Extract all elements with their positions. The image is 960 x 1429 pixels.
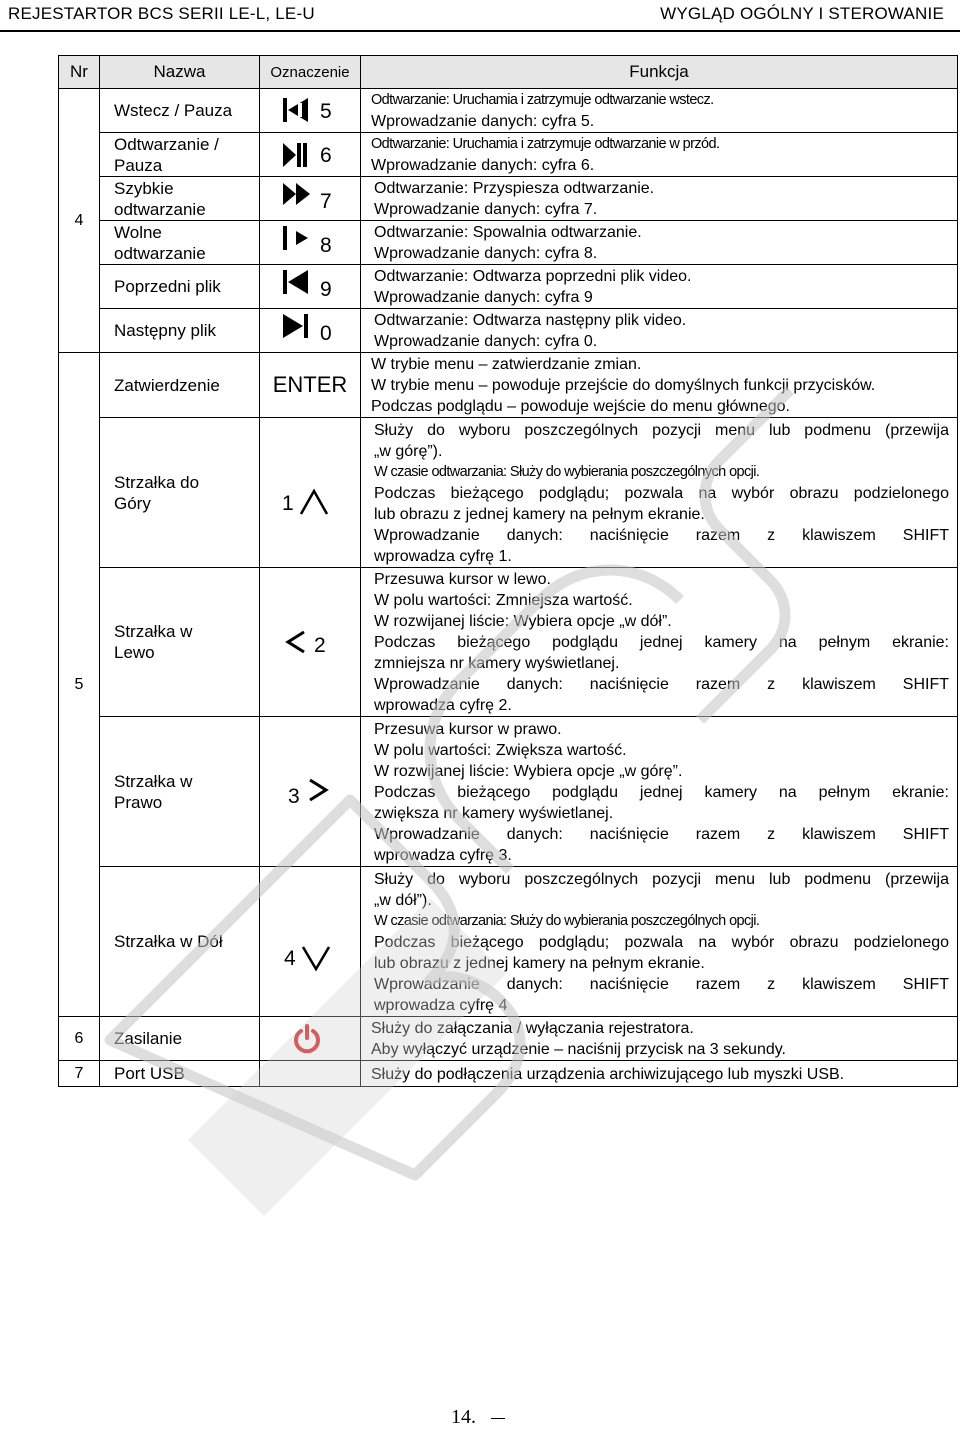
name-line: Wolne [114,222,162,242]
row-name: Strzałka w Dół [100,867,260,1017]
row-symbol [260,133,361,177]
table-row [59,717,958,867]
table-row [59,89,958,133]
table-row [59,568,958,717]
function-line: Wprowadzanie danych: naciśnięcie razem z klawiszem SHIFT [374,975,949,993]
function-line: wprowadza cyfrę 4 [374,996,508,1014]
digit-label: 6 [320,144,332,167]
function-line: Aby wyłączyć urządzenie – naciśnij przycisk na 3 sekundy. [371,1041,786,1058]
page-number-text: 14. [451,1406,476,1428]
row-symbol [260,418,361,568]
name-line: Lewo [114,643,155,662]
function-line: zwiększa nr kamery wyświetlanej. [374,804,614,822]
function-line: wprowadza cyfrę 1. [374,547,512,565]
row-symbol [260,89,361,133]
name-line: Strzałka w [114,622,193,641]
table-row [59,309,958,353]
function-line: Odtwarzanie: Spowalnia odtwarzanie. [374,224,642,241]
function-line: Służy do wyboru poszczególnych pozycji menu lub podmenu (przewija [374,421,949,439]
rewind-pause-icon [282,97,310,123]
row-name [100,717,260,867]
col-header-name: Nazwa [100,56,260,89]
function-line: W polu wartości: Zmniejsza wartość. [374,592,633,609]
row-function [361,177,958,221]
row-function [361,568,958,717]
power-icon [293,1024,321,1054]
table-row [59,133,958,177]
digit-label: 5 [320,100,332,123]
function-line: wprowadza cyfrę 2. [374,697,512,714]
next-file-icon [282,313,310,339]
function-line: W trybie menu – zatwierdzanie zmian. [371,356,642,373]
function-line: Podczas bieżącego podglądu jednej kamery na pełnym ekranie: [374,634,949,651]
row-function [361,1017,958,1061]
function-line: lub obrazu z jednej kamery na pełnym ekranie. [374,505,705,523]
function-line: W czasie odtwarzania: Służy do wybierania poszczególnych opcji. [374,463,760,480]
header-title-left: REJESTARTOR BCS SERII LE-L, LE-U [8,4,315,23]
row-name: Port USB [100,1061,260,1087]
function-line: W rozwijanej liście: Wybiera opcje „w górę”. [374,762,683,780]
function-line: wprowadza cyfrę 3. [374,846,512,864]
function-line: „w górę”). [374,442,443,460]
function-line: W polu wartości: Zwiększa wartość. [374,741,627,759]
row-symbol [260,1017,361,1061]
row-function [361,1061,958,1087]
name-line: Strzałka w [114,771,193,791]
name-line: Pauza [114,155,163,175]
enter-label: ENTER [272,372,348,397]
function-line: zmniejsza nr kamery wyświetlanej. [374,655,620,672]
row-function [361,133,958,177]
function-line: Podczas bieżącego podglądu; pozwala na wybór obrazu podzielonego [374,933,949,951]
row-name: Poprzedni plik [100,265,260,309]
digit-label: 4 [284,947,296,970]
function-line: Odtwarzanie: Odtwarza poprzedni plik video. [374,268,692,285]
function-line: Służy do podłączenia urządzenia archiwizującego lub myszki USB. [371,1065,845,1083]
function-line: lub obrazu z jednej kamery na pełnym ekranie. [374,954,705,972]
row-symbol [260,568,361,717]
digit-label: 8 [320,234,332,257]
digit-label: 9 [320,278,332,301]
name-line: Góry [114,493,151,513]
function-line: Podczas bieżącego podglądu; pozwala na wybór obrazu podzielonego [374,484,949,502]
row-function [361,309,958,353]
col-header-nr: Nr [59,56,100,89]
arrow-up-icon [299,488,329,516]
row-name [100,221,260,265]
row-name [100,133,260,177]
table-row [59,418,958,568]
function-line: Wprowadzanie danych: cyfra 6. [371,157,595,174]
page-header [0,0,960,30]
function-line: „w dół”). [374,891,432,909]
header-title-right: WYGLĄD OGÓLNY I STEROWANIE [660,4,944,23]
function-line: Odtwarzanie: Uruchamia i zatrzymuje odtwarzanie wstecz. [371,92,714,108]
col-header-function: Funkcja [361,56,958,89]
arrow-down-icon [301,944,331,972]
name-line: Szybkie [114,178,174,198]
function-line: Służy do załączania / wyłączania rejestratora. [371,1020,694,1037]
row-symbol [260,867,361,1017]
row-number: 5 [59,353,100,1017]
row-symbol [260,221,361,265]
function-line: Przesuwa kursor w prawo. [374,720,562,738]
table-row [59,1061,958,1087]
row-name [100,418,260,568]
row-number: 6 [59,1017,100,1061]
digit-label: 0 [320,322,332,345]
name-line: Odtwarzanie / [114,134,219,154]
function-line: W rozwijanej liście: Wybiera opcje „w dół”. [374,613,672,630]
header-rule [0,30,960,32]
row-symbol [260,177,361,221]
function-line: W trybie menu – powoduje przejście do domyślnych funkcji przycisków. [371,377,876,394]
fast-forward-icon [282,182,312,206]
arrow-right-icon [306,777,330,805]
table-row [59,221,958,265]
play-pause-icon [282,142,308,168]
table-row [59,265,958,309]
row-function [361,89,958,133]
controls-table [58,55,958,1087]
row-name [100,177,260,221]
row-symbol [260,717,361,867]
row-name: Następny plik [100,309,260,353]
row-symbol [260,1061,361,1087]
function-line: Wprowadzanie danych: cyfra 0. [374,333,598,350]
function-line: Podczas podglądu – powoduje wejście do menu głównego. [371,398,790,415]
function-line: Wprowadzanie danych: cyfra 5. [371,113,595,130]
col-header-symbol: Oznaczenie [260,56,361,89]
row-symbol [260,353,361,418]
function-line: Wprowadzanie danych: cyfra 9 [374,289,593,306]
digit-label: 7 [320,190,332,213]
function-line: Wprowadzanie danych: naciśnięcie razem z klawiszem SHIFT [374,676,949,693]
row-function [361,867,958,1017]
function-line: Wprowadzanie danych: cyfra 7. [374,201,598,218]
page-number [446,1406,509,1429]
slow-play-icon [282,225,312,251]
row-function [361,265,958,309]
previous-file-icon [282,269,310,295]
table-header-row [59,56,958,89]
name-line: Prawo [114,792,163,812]
row-name: Zatwierdzenie [100,353,260,418]
digit-label: 2 [314,634,326,657]
function-line: Wprowadzanie danych: naciśnięcie razem z klawiszem SHIFT [374,526,949,544]
row-function [361,221,958,265]
table-row [59,867,958,1017]
table-row [59,353,958,418]
row-number: 4 [59,89,100,353]
name-line: Strzałka do [114,472,200,492]
row-function [361,353,958,418]
row-number: 7 [59,1061,100,1087]
row-symbol [260,265,361,309]
function-line: Przesuwa kursor w lewo. [374,571,551,588]
function-line: Odtwarzanie: Uruchamia i zatrzymuje odtwarzanie w przód. [371,136,720,152]
table-row [59,1017,958,1061]
function-line: Wprowadzanie danych: naciśnięcie razem z klawiszem SHIFT [374,825,949,843]
function-line: Podczas bieżącego podglądu jednej kamery na pełnym ekranie: [374,783,949,801]
table-row [59,177,958,221]
function-line: Odtwarzanie: Odtwarza następny plik video. [374,312,687,329]
row-name: Wstecz / Pauza [100,89,260,133]
row-function [361,717,958,867]
function-line: Służy do wyboru poszczególnych pozycji menu lub podmenu (przewija [374,870,949,888]
function-line: Odtwarzanie: Przyspiesza odtwarzanie. [374,180,655,197]
row-function [361,418,958,568]
row-symbol [260,309,361,353]
name-line: odtwarzanie [114,243,206,263]
row-name: Zasilanie [100,1017,260,1061]
arrow-left-icon [284,629,308,657]
function-line: W czasie odtwarzania: Służy do wybierania poszczególnych opcji. [374,912,760,929]
digit-label: 1 [282,492,294,515]
page-dash [491,1418,505,1419]
name-line: odtwarzanie [114,199,206,219]
digit-label: 3 [288,785,300,808]
row-name [100,568,260,717]
function-line: Wprowadzanie danych: cyfra 8. [374,245,598,262]
